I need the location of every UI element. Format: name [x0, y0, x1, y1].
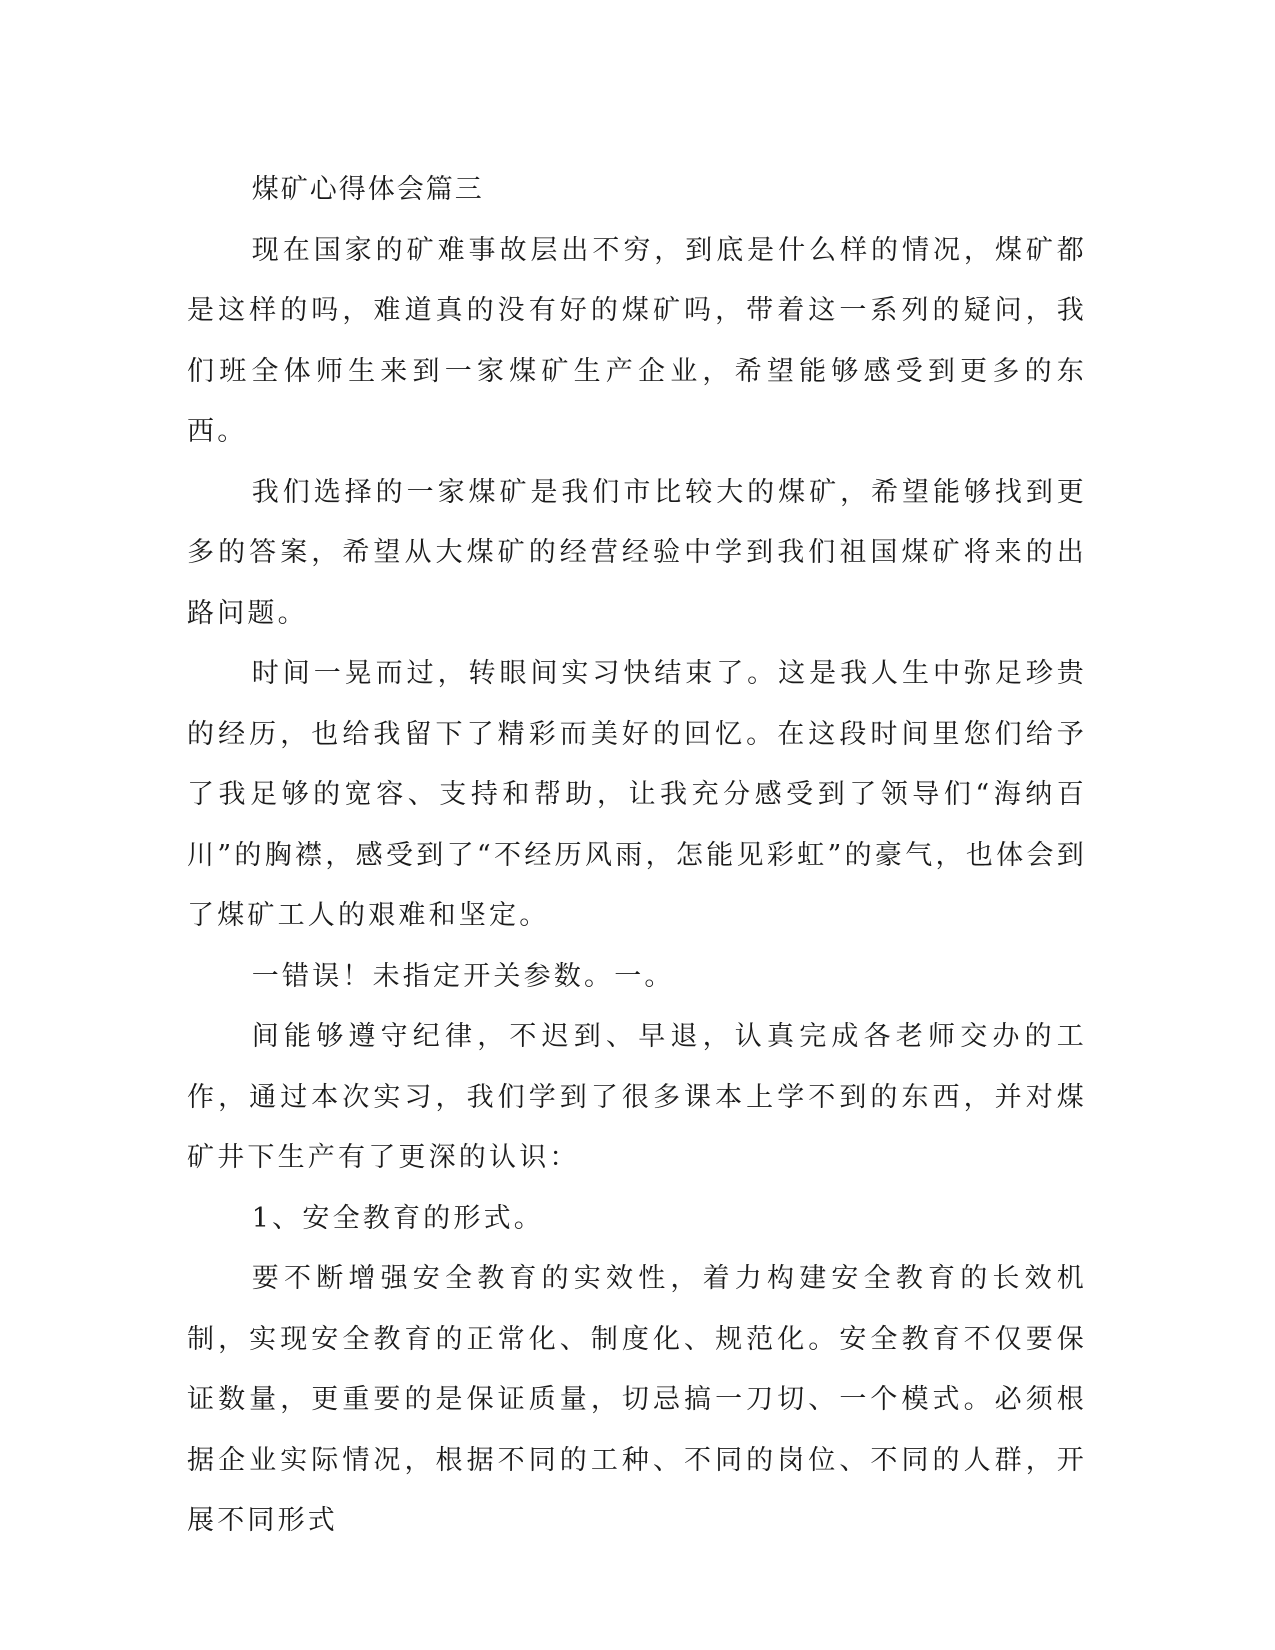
document-title: 煤矿心得体会篇三 — [251, 174, 484, 205]
paragraph-5: 间能够遵守纪律，不迟到、早退，认真完成各老师交办的工作，通过本次实习，我们学到了很多课本上学不到的东西，并对煤矿井下生产有了更深的认识： — [187, 1021, 1087, 1173]
paragraph-2: 我们选择的一家煤矿是我们市比较大的煤矿，希望能够找到更多的答案，希望从大煤矿的经营经验中学到我们祖国煤矿将来的出路问题。 — [187, 476, 1087, 629]
paragraph-3: 时间一晃而过，转眼间实习快结束了。这是我人生中弥足珍贵的经历，也给我留下了精彩而美好的回忆。在这段时间里您们给予了我足够的宽容、支持和帮助，让我充分感受到了领导们“海纳百川”的胸襟，感受到了“不经历风雨，怎能见彩虹”的豪气，也体会到了煤矿工人的艰难和坚定。 — [187, 658, 1087, 931]
paragraph-7: 要不断增强安全教育的实效性，着力构建安全教育的长效机制，实现安全教育的正常化、制度化、规范化。安全教育不仅要保证数量，更重要的是保证质量，切忌搞一刀切、一个模式。必须根据企业实际情况，根据不同的工种、不同的岗位、不同的人群，开展不同形式 — [187, 1263, 1087, 1536]
document-body — [187, 160, 1087, 1552]
paragraph-4: 一错误！未指定开关参数。一。 — [251, 960, 675, 992]
paragraph-1: 现在国家的矿难事故层出不穷，到底是什么样的情况，煤矿都是这样的吗，难道真的没有好的煤矿吗，带着这一系列的疑问，我们班全体师生来到一家煤矿生产企业，希望能够感受到更多的东西。 — [187, 234, 1087, 447]
paragraph-6: 1、安全教育的形式。 — [251, 1202, 544, 1234]
